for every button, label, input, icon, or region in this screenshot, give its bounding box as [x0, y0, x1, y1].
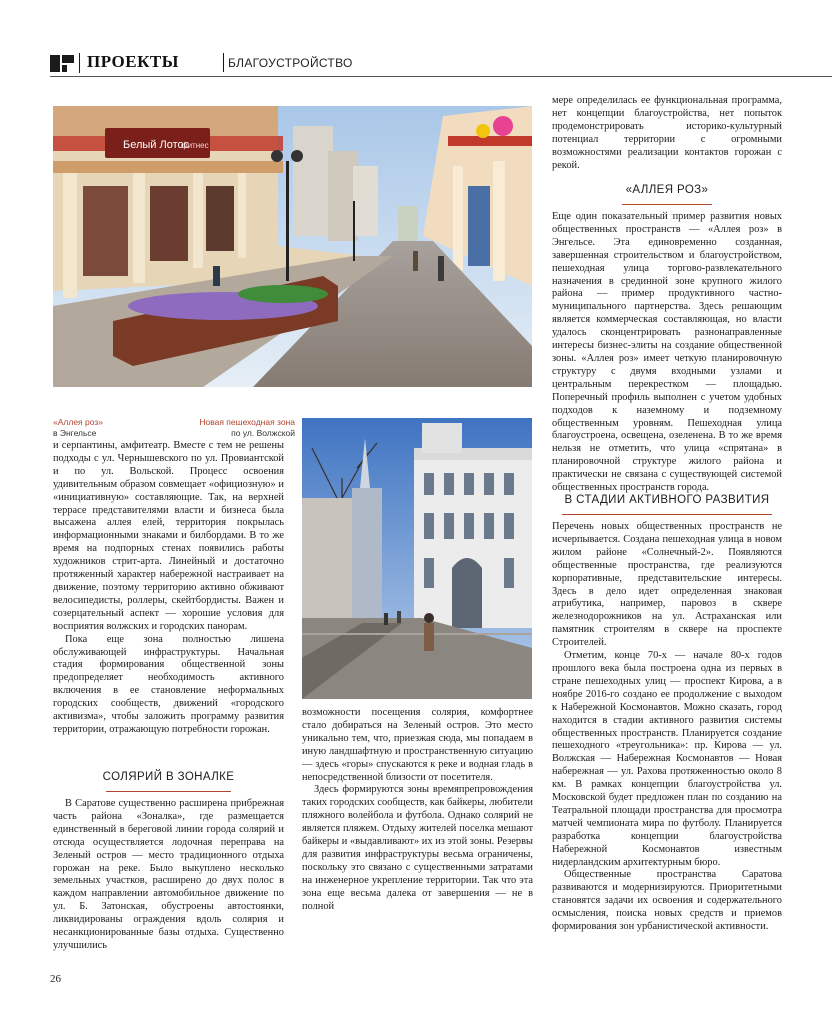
caption-right-place: по ул. Волжской: [231, 428, 295, 438]
paragraph: мере определилась ее функциональная программа, нет концепции благоустройства, нет попыток продемонстрировать историко-культурный потенциал территории с огромными возможностями реализации контактов горожан с рекой.: [552, 95, 782, 171]
shop-sign-text: Белый Лотос: [123, 139, 190, 151]
paragraph: В Саратове существенно расширена прибрежная часть района «Зоналка», где размещается единственный в береговой линии города солярий и отсюда осуществляется лодочная переправа на Зеленый остров — место традиционного отдыха горожан на реке. Было выкуплено несколько земельных участков, расширено до двух полос в каждом направлении автомобильное движение по ул. Б. Затонская, обустроены автостоянки, ликвидированы ограждения вдоль солярия и несанкционированные базы отдыха. Существенно улучшились: [53, 798, 284, 951]
heading-text: В СТАДИИ АКТИВНОГО РАЗВИТИЯ: [564, 494, 770, 506]
header-divider: [223, 53, 224, 72]
svg-text:фитнес: фитнес: [181, 141, 209, 150]
caption-left-title: «Аллея роз»: [53, 417, 103, 427]
heading-text: СОЛЯРИЙ В ЗОНАЛКЕ: [102, 771, 235, 783]
photo-caption-right: [160, 417, 295, 439]
photo-volzhskaya-street: [302, 418, 532, 699]
paragraph: возможности посещения солярия, комфортнее стало добираться на Зеленый остров. Это место уникально тем, что, приезжая сюда, мы попадаем в иную ландшафтную и пространственную ситуацию — здесь «горы» спускаются к реке и водная гладь в непосредственной близости от посетителя.: [302, 707, 533, 783]
caption-right-title: Новая пешеходная зона: [199, 417, 295, 427]
heading-active-development: [552, 494, 782, 506]
heading-solarium: [53, 771, 284, 783]
heading-text: «АЛЛЕЯ РОЗ»: [625, 184, 709, 196]
text-column-1-cont: [53, 798, 284, 953]
text-column-3-part2: [552, 211, 782, 495]
text-column-3-part3: [552, 521, 782, 934]
text-column-3: [552, 95, 782, 172]
paragraph: Перечень новых общественных пространств не исчерпывается. Создана пешеходная улица в новом жилом районе «Солнечный-2». Появляются общественные пространства, где реализуются корпоративные, представительские интересы. Здесь в дело идет определенная знаковая атрибутика, например, паровоз в сквере железнодорожников на ул. Астраханская или памятник строителям в сквере на проспекте Строителей.: [552, 521, 782, 649]
header-rule: [50, 76, 832, 77]
heading-alley-of-roses: [552, 184, 782, 196]
photo-alley-of-roses: [53, 106, 532, 387]
section-title: ПРОЕКТЫ: [87, 52, 179, 71]
magazine-logo-icon: [50, 55, 74, 72]
paragraph: Еще один показательный пример развития новых общественных пространств — «Аллея роз» в Энгельсе. Эта единовременно созданная, завершенная строительством и благоустройством, пешеходная улица торгово-развлекательного назначения в срединной зоне крупного жилого района — пример продуктивного частно-муниципального партнерства. Здесь решающим является коммерческая составляющая, но власти удалось сконцентрировать разнонаправленные интересы бизнес-элиты на создание общественной зоны. «Аллея роз» имеет четкую планировочную структуру с двумя входными узлами и центральным перекрестком — площадью. Поперечный профиль выполнен с учетом удобных подходов к наземному и подземному общественным уровням. Пешеходная улица благоустроена, освещена, озеленена. В то же время нельзя не отметить, что улица «спрятана» в планировочной структуре жилого района и практически не связана с существующей системой общественных пространств города.: [552, 211, 782, 494]
page-header: [50, 52, 832, 76]
paragraph: Отметим, конце 70-х — начале 80-х годов прошлого века была построена одна из первых в стране пешеходных улиц — проспект Кирова, а в ноябре 2016-го создано ее продолжение с выходом к Набережной Космонавтов. Можно сказать, город находится в стадии активного развития системы общественных пространств. Планируется создание пешеходного «треугольника»: пр. Кирова — ул. Волжская — Набережная Космонавтов — Новая набережная — ул. Рахова протяженностью около 8 км. В рамках концепции благоустройства ул. Московской будет предложен план по созданию на Театральной площади пространства для просмотра матчей чемпионата мира по футболу. Планируется разработка концепции благоустройства Набережной Космонавтов известным нидерландским архитектурным бюро.: [552, 650, 782, 868]
paragraph: и серпантины, амфитеатр. Вместе с тем не решены подходы с ул. Чернышевского по ул. Провиантской и по ул. Вольской. Процесс освоения удивительным образом совмещает «официозную» и «инициативную» составляющие. Так, на верхней террасе представителями власти и бизнеса была высажена аллея елей, территория покрылась информационными знаками и билбордами. В то же время на подпорных стенах появились работы художников стрит-арта. Линейный и достаточно протяженный характер набережной настраивает на движение, поэтому территорию активно обживают велосипедисты, роллеры, скейтбордисты. Важен и созерцательный аспект — хорошие условия для восприятия волжских и городских панорам.: [53, 440, 284, 632]
page-number: 26: [50, 973, 61, 985]
caption-left-place: в Энгельсе: [53, 428, 97, 438]
paragraph: Общественные пространства Саратова развиваются и модернизируются. Приоритетными становятся задачи их освоения и содержательного осмысления, поиска новых средств и приемов формирования зон урбанистической активности.: [552, 869, 782, 933]
section-subtitle: БЛАГОУСТРОЙСТВО: [228, 56, 353, 70]
paragraph: Пока еще зона полностью лишена обслуживающей инфраструктуры. Начальная стадия формирования общественной зоны предопределяет необходимость активного включения в ее становление неформальных городских сообществ, движений «городского активизма», чтобы заложить программу развития территории, отражающую потребности горожан.: [53, 633, 284, 735]
text-column-1: [53, 440, 284, 737]
text-column-2: [302, 707, 533, 914]
paragraph: Здесь формируются зоны времяпрепровождения таких городских сообществ, как байкеры, любители пляжного волейбола и футбола. Однако солярий не является пляжем. Отдыху жителей поселка мешают байкеры и «выдавливают» их из этой зоны. Резервы для развития инфраструктуры весьма ограничены, поскольку это связано с существенными затратами на инженерное укрепление территории. Так что эта зона еще весьма далека от завершения — не в полной: [302, 784, 533, 912]
